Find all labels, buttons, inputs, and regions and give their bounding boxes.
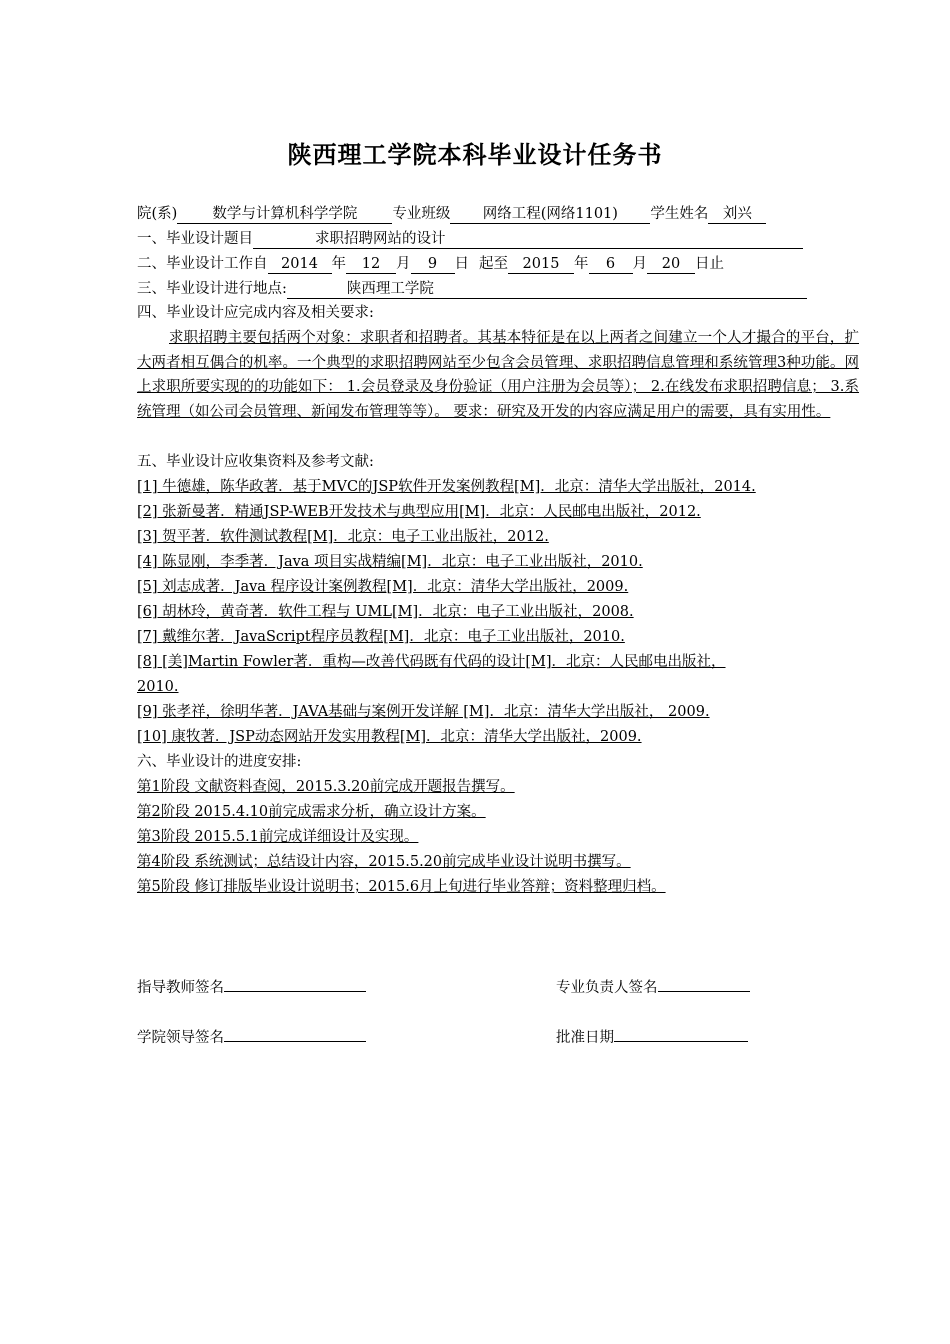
topic-field — [253, 231, 803, 249]
document-title: 陕西理工学院本科毕业设计任务书 — [287, 141, 663, 169]
reference-8-cont: 2010. — [137, 679, 179, 695]
section-4-label: 四、毕业设计应完成内容及相关要求: — [137, 305, 374, 321]
section-3 — [137, 280, 807, 299]
year-unit-1: 年 — [331, 256, 346, 272]
advisor-signature-label: 指导教师签名 — [137, 980, 224, 996]
period-label: 二、毕业设计工作自 — [137, 256, 268, 272]
reference-2: [2] 张新曼著．精通JSP-WEB开发技术与典型应用[M]．北京：人民邮电出版社，2012. — [137, 504, 701, 520]
major-head-signature-label: 专业负责人签名 — [556, 980, 658, 996]
header-row — [137, 205, 766, 224]
stage-1: 第1阶段 文献资料查阅，2015.3.20前完成开题报告撰写。 — [137, 779, 515, 795]
dean-signature-line[interactable] — [224, 1041, 366, 1042]
reference-9: [9] 张孝祥，徐明华著．JAVA基础与案例开发详解 [M]．北京：清华大学出版社， 2009. — [137, 704, 710, 720]
class-value: 网络工程(网络1101) — [450, 206, 650, 224]
start-day: 9 — [411, 256, 455, 274]
start-month: 12 — [346, 256, 396, 274]
stage-4: 第4阶段 系统测试；总结设计内容，2015.5.20前完成毕业设计说明书撰写。 — [137, 854, 631, 870]
approval-date-line[interactable] — [614, 1041, 748, 1042]
advisor-signature — [137, 976, 366, 997]
reference-3: [3] 贺平著．软件测试教程[M]．北京：电子工业出版社，2012. — [137, 529, 549, 545]
reference-1: [1] 牛德雄，陈华政著．基于MVC的JSP软件开发案例教程[M]．北京：清华大学出版社，2014. — [137, 479, 756, 495]
day-unit-2: 日止 — [695, 256, 724, 272]
section-2 — [137, 255, 724, 274]
month-unit-2: 月 — [632, 256, 647, 272]
end-year: 2015 — [508, 256, 574, 274]
stage-5: 第5阶段 修订排版毕业设计说明书；2015.6月上旬进行毕业答辩；资料整理归档。 — [137, 879, 666, 895]
location-label: 三、毕业设计进行地点: — [137, 281, 287, 297]
major-head-signature-line[interactable] — [658, 991, 750, 992]
reference-10: [10] 康牧著．JSP动态网站开发实用教程[M]．北京：清华大学出版社，2009. — [137, 729, 642, 745]
location-field — [287, 281, 807, 299]
location-value: 陕西理工学院 — [346, 281, 434, 297]
approval-date — [556, 1026, 748, 1047]
start-year: 2014 — [268, 256, 332, 274]
dept-label: 院(系) — [137, 206, 178, 222]
end-month: 6 — [589, 256, 633, 274]
advisor-signature-line[interactable] — [224, 991, 366, 992]
topic-value: 求职招聘网站的设计 — [315, 231, 446, 247]
reference-5: [5] 刘志成著．Java 程序设计案例教程[M]．北京：清华大学出版社，2009. — [137, 579, 629, 595]
student-value: 刘兴 — [708, 206, 766, 224]
month-unit-1: 月 — [396, 256, 411, 272]
student-label: 学生姓名 — [650, 206, 709, 222]
section-6-label: 六、毕业设计的进度安排: — [137, 754, 302, 770]
year-unit-2: 年 — [574, 256, 589, 272]
stage-3: 第3阶段 2015.5.1前完成详细设计及实现。 — [137, 829, 419, 845]
dept-value: 数学与计算机科学学院 — [177, 206, 392, 224]
section-5-label: 五、毕业设计应收集资料及参考文献: — [137, 454, 374, 470]
dean-signature-label: 学院领导签名 — [137, 1030, 224, 1046]
stage-2: 第2阶段 2015.4.10前完成需求分析，确立设计方案。 — [137, 804, 486, 820]
end-day: 20 — [647, 256, 695, 274]
reference-4: [4] 陈显刚，李季著．Java 项目实战精编[M]．北京：电子工业出版社，2010. — [137, 554, 643, 570]
major-head-signature — [556, 976, 750, 997]
until-label: 起至 — [479, 256, 508, 272]
topic-label: 一、毕业设计题目 — [137, 231, 253, 247]
section-4-content — [137, 326, 859, 424]
approval-date-label: 批准日期 — [556, 1030, 614, 1046]
requirements-text: 求职招聘主要包括两个对象：求职者和招聘者。其基本特征是在以上两者之间建立一个人才撮合的平台，扩大两者相互偶合的机率。一个典型的求职招聘网站至少包含会员管理、求职招聘信息管理和系统管理3种功能。网上求职所要实现的的功能如下： 1.会员登录及身份验证（用户注册为会员等）； 2.在线发布求职招聘信息； 3.系统管理（如公司会员管理、新闻发布管理等等）。 要求：研究及开发的内容应满足用户的需要，具有实用性。 — [137, 330, 859, 420]
reference-8: [8] [美]Martin Fowler著．重构—改善代码既有代码的设计[M]．北京：人民邮电出版社， — [137, 654, 726, 670]
section-1 — [137, 230, 803, 249]
class-label: 专业班级 — [392, 206, 451, 222]
day-unit-1: 日 — [454, 256, 469, 272]
dean-signature — [137, 1026, 366, 1047]
reference-6: [6] 胡林玲，黄奇著．软件工程与 UML[M]．北京：电子工业出版社，2008. — [137, 604, 634, 620]
reference-7: [7] 戴维尔著．JavaScript程序员教程[M]．北京：电子工业出版社，2010. — [137, 629, 625, 645]
